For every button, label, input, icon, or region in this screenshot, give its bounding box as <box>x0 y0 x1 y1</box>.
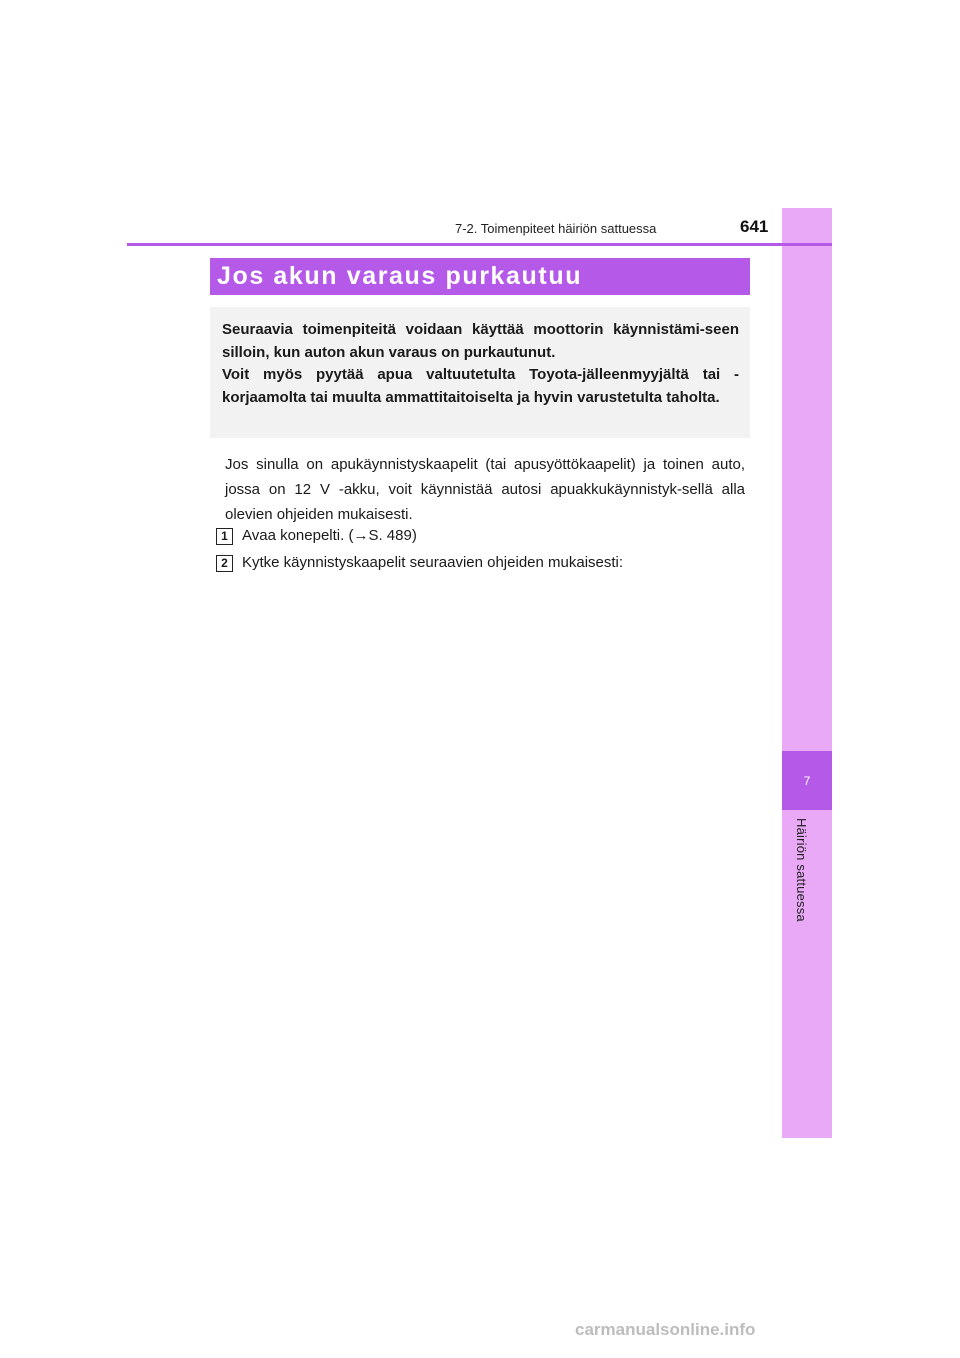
step-number-box: 1 <box>216 528 233 545</box>
step-text: Avaa konepelti. (→S. 489) <box>242 527 417 544</box>
chapter-number-tab <box>782 751 832 810</box>
chapter-number: 7 <box>803 773 811 788</box>
chapter-side-tab <box>782 208 832 1138</box>
section-title: Jos akun varaus purkautuu <box>217 262 583 290</box>
intro-box <box>210 307 750 438</box>
intro-paragraph-1: Seuraavia toimenpiteitä voidaan käyttää moottorin käynnistämi-seen silloin, kun auton akun varaus on purkautunut. <box>222 321 739 361</box>
intro-paragraph-2: Voit myös pyytää apua valtuutetulta Toyota-jälleenmyyjältä tai -korjaamolta tai muulta ammattitaitoiselta ja hyvin varustetulta taholta. <box>222 366 739 406</box>
header-divider <box>127 243 832 246</box>
chapter-label: Häiriön sattuessa <box>794 818 809 922</box>
step-number-box: 2 <box>216 555 233 572</box>
step-2 <box>216 553 624 573</box>
step-1 <box>216 526 417 546</box>
section-title-bar <box>210 258 750 295</box>
page-number: 641 <box>740 217 769 236</box>
body-paragraph: Jos sinulla on apukäynnistyskaapelit (tai apusyöttökaapelit) ja toinen auto, jossa on 12 V -akku, voit käynnistää autosi apuakkukäynnistyk-sellä alla olevien ohjeiden mukaisesti. <box>225 456 745 523</box>
step-text: Kytke käynnistyskaapelit seuraavien ohjeiden mukaisesti: <box>242 554 624 571</box>
header-section-title: 7-2. Toimenpiteet häiriön sattuessa <box>455 221 657 236</box>
footer-watermark: carmanualsonline.info <box>575 1320 756 1339</box>
